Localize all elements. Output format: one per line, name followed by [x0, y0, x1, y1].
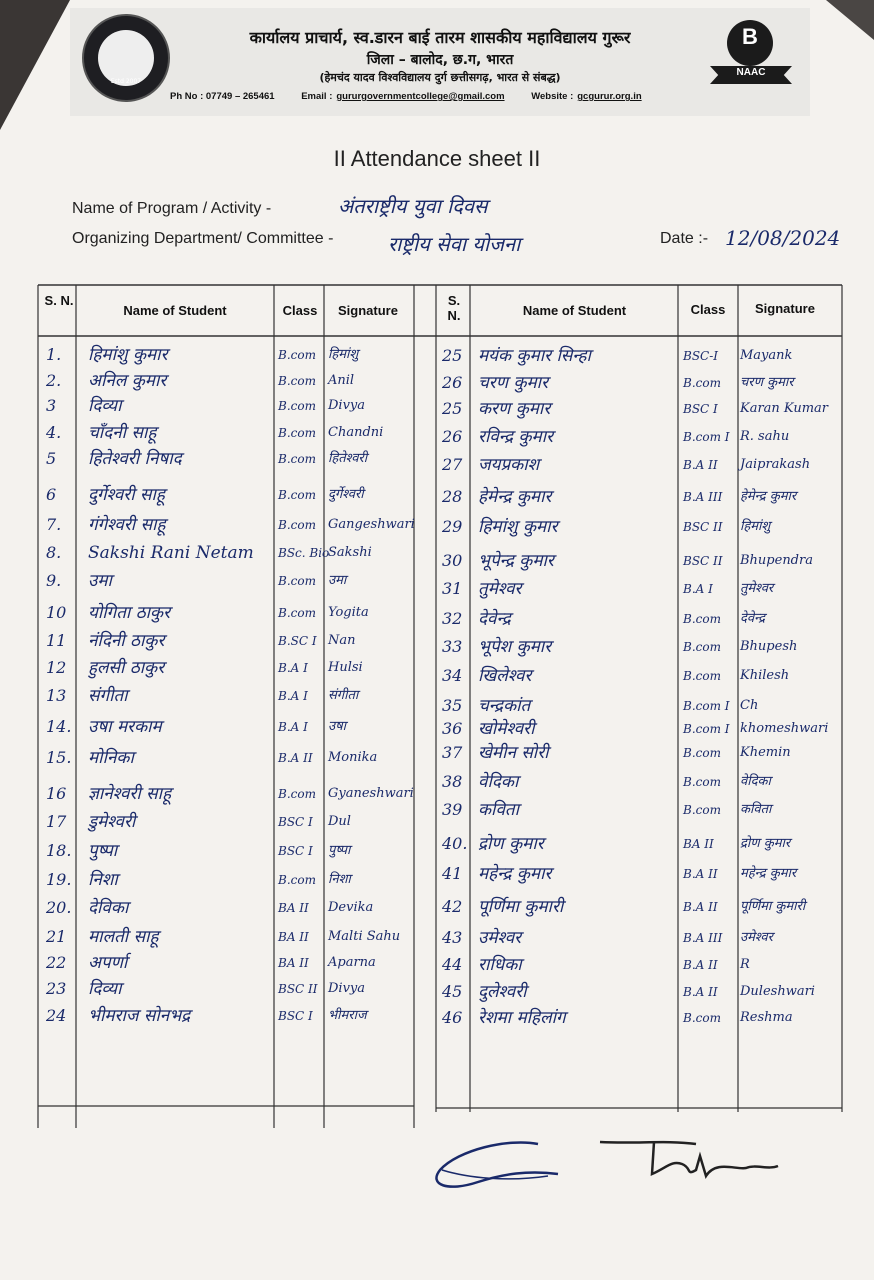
student-name: पूर्णिमा कुमारी [478, 897, 564, 917]
phone: Ph No : 07749 – 265461 [170, 91, 275, 102]
student-signature: हिमांशु [740, 519, 771, 534]
student-class: B.com [278, 873, 316, 887]
student-class: B.com [683, 376, 721, 390]
student-name: अनिल कुमार [88, 371, 167, 391]
student-name: वेदिका [478, 772, 519, 792]
row-serial: 38 [442, 772, 463, 791]
department-value: राष्ट्रीय सेवा योजना [388, 232, 521, 256]
student-name: निशा [88, 870, 118, 890]
row-serial: 24 [46, 1006, 67, 1025]
student-signature: देवेन्द्र [740, 611, 766, 626]
signature-mark-right [596, 1130, 786, 1190]
row-serial: 17 [46, 812, 67, 831]
website: gcgurur.org.in [577, 91, 642, 102]
row-serial: 3 [46, 396, 57, 415]
row-serial: 16 [46, 784, 67, 803]
student-class: B.A I [278, 720, 308, 734]
student-class: BSC II [278, 982, 318, 996]
student-class: B.com [683, 1011, 721, 1025]
student-name: पुष्पा [88, 841, 118, 861]
student-name: महेन्द्र कुमार [478, 864, 552, 884]
student-signature: Duleshwari [740, 984, 815, 999]
student-signature: Bhupesh [740, 639, 798, 654]
student-name: मालती साहू [88, 927, 159, 947]
student-class: BA II [278, 930, 309, 944]
row-serial: 37 [442, 743, 463, 762]
student-name: रविन्द्र कुमार [478, 427, 554, 447]
student-signature: Malti Sahu [328, 929, 401, 944]
student-signature: निशा [328, 872, 351, 887]
student-class: B.com [278, 374, 316, 388]
student-class: B.com [683, 669, 721, 683]
row-serial: 6 [46, 485, 57, 504]
row-serial: 15. [46, 748, 72, 767]
row-serial: 19. [46, 870, 72, 889]
student-class: BSC I [683, 402, 718, 416]
student-class: BSC II [683, 520, 723, 534]
student-name: अपर्णा [88, 953, 128, 973]
student-name: हेमेन्द्र कुमार [478, 487, 552, 507]
student-signature: Sakshi [328, 545, 372, 560]
student-class: B.com [278, 399, 316, 413]
page-title: II Attendance sheet II [333, 146, 541, 171]
student-class: B.com I [683, 722, 730, 736]
student-signature: चरण कुमार [740, 375, 794, 390]
program-label: Name of Program / Activity - [72, 200, 272, 217]
student-signature: Divya [328, 981, 366, 996]
student-signature: द्रोण कुमार [740, 836, 791, 851]
student-name: Sakshi Rani Netam [88, 543, 254, 563]
student-signature: वेदिका [740, 774, 771, 789]
student-name: दिव्या [88, 979, 122, 999]
student-name: तुमेश्वर [478, 579, 522, 599]
student-name: खोमेश्वरी [478, 719, 535, 739]
student-name: मोनिका [88, 748, 134, 768]
row-serial: 41 [442, 864, 463, 883]
student-name: डुमेश्वरी [88, 812, 136, 832]
row-serial: 34 [442, 666, 463, 685]
student-signature: Bhupendra [740, 553, 813, 568]
student-class: BSC I [278, 815, 313, 829]
row-serial: 36 [442, 719, 463, 738]
student-class: B.com [278, 488, 316, 502]
student-signature: भीमराज [328, 1008, 367, 1023]
student-signature: Hulsi [328, 660, 363, 675]
student-class: B.com [278, 452, 316, 466]
row-serial: 40. [442, 834, 468, 853]
student-signature: Mayank [740, 348, 793, 363]
website-label: Website : [531, 91, 574, 102]
student-signature: तुमेश्वर [740, 581, 774, 596]
program-value: अंतराष्ट्रीय युवा दिवस [338, 194, 488, 218]
student-class: BA II [683, 837, 714, 851]
row-serial: 9. [46, 571, 62, 590]
header-class-left: Class [282, 303, 318, 318]
student-class: BA II [278, 901, 309, 915]
student-name: करण कुमार [478, 399, 551, 419]
student-signature: Yogita [328, 605, 369, 620]
student-signature: हिमांशु [328, 347, 359, 362]
student-name: दुर्गेश्वरी साहू [88, 485, 165, 505]
student-class: B.A I [278, 661, 308, 675]
student-class: B.A II [683, 958, 718, 972]
header-signature-left: Signature [338, 303, 398, 318]
student-class: BA II [278, 956, 309, 970]
student-class: B.A II [683, 458, 718, 472]
row-serial: 18. [46, 841, 72, 860]
student-class: BSC I [278, 1009, 313, 1023]
row-serial: 30 [442, 551, 463, 570]
row-serial: 25 [442, 399, 463, 418]
department-label: Organizing Department/ Committee - [72, 230, 334, 247]
row-serial: 42 [442, 897, 463, 916]
student-name: चन्द्रकांत [478, 696, 531, 716]
college-affiliation: (हेमचंद यादव विश्वविद्यालय दुर्ग छत्तीसगढ़, भारत से संबद्ध) [319, 71, 561, 84]
date-label: Date :- [660, 230, 709, 247]
student-class: B.A I [683, 582, 713, 596]
student-name: ज्ञानेश्वरी साहू [88, 784, 172, 804]
student-name: उमा [88, 571, 112, 591]
student-name: खेमीन सोरी [478, 743, 549, 763]
student-signature: दुर्गेश्वरी [328, 487, 364, 502]
student-class: B.A III [683, 490, 723, 504]
row-serial: 45 [442, 982, 463, 1001]
student-name: भूपेन्द्र कुमार [478, 551, 554, 571]
student-name: कविता [478, 800, 520, 820]
header-signature-right: Signature [755, 301, 815, 316]
student-signature: Chandni [328, 425, 384, 440]
student-name: जयप्रकाश [478, 455, 540, 475]
student-name: मयंक कुमार सिन्हा [478, 346, 591, 366]
row-serial: 2. [46, 371, 62, 390]
student-signature: Khilesh [740, 668, 790, 683]
student-name: उमेश्वर [478, 928, 522, 948]
student-signature: Gangeshwari [328, 517, 415, 532]
naac-grade: B [742, 24, 758, 49]
date-value: 12/08/2024 [725, 226, 841, 250]
row-serial: 12 [46, 658, 67, 677]
row-serial: 29 [442, 517, 463, 536]
row-serial: 35 [442, 696, 463, 715]
student-name: हितेश्वरी निषाद [88, 449, 182, 469]
row-serial: 1. [46, 345, 62, 364]
college-name: कार्यालय प्राचार्य, स्व.डारन बाई तारम शासकीय महाविद्यालय गुरूर [249, 28, 631, 47]
student-name: देविका [88, 898, 129, 918]
student-signature: पूर्णिमा कुमारी [740, 899, 806, 914]
header-name-right: Name of Student [522, 303, 627, 318]
student-name: संगीता [88, 686, 128, 706]
student-class: B.A II [683, 900, 718, 914]
student-class: BSc. Bio [278, 546, 330, 560]
student-signature: Divya [328, 398, 366, 413]
student-class: B.com [683, 746, 721, 760]
row-serial: 26 [442, 427, 463, 446]
student-class: B.com [683, 640, 721, 654]
student-class: B.com I [683, 699, 730, 713]
student-class: B.com [278, 426, 316, 440]
student-signature: पुष्पा [328, 843, 351, 858]
student-class: B.SC I [278, 634, 317, 648]
student-name: दिव्या [88, 396, 122, 416]
student-signature: उमा [328, 573, 347, 588]
row-serial: 25 [442, 346, 463, 365]
student-name: भूपेश कुमार [478, 637, 552, 657]
student-name: रेशमा महिलांग [478, 1008, 566, 1028]
row-serial: 11 [46, 631, 67, 650]
student-name: गंगेश्वरी साहू [88, 515, 166, 535]
student-name: नंदिनी ठाकुर [88, 631, 165, 651]
student-name: भीमराज सोनभद्र [88, 1006, 191, 1026]
naac-label: NAAC [736, 67, 766, 78]
row-serial: 39 [442, 800, 463, 819]
student-name: देवेन्द्र [478, 609, 511, 629]
email-label: Email : [301, 91, 333, 102]
student-class: B.com [683, 612, 721, 626]
student-signature: Nan [328, 633, 356, 648]
student-class: B.com I [683, 430, 730, 444]
student-signature: Ch [740, 698, 759, 713]
row-serial: 13 [46, 686, 67, 705]
student-signature: Anil [328, 373, 355, 388]
row-serial: 43 [442, 928, 463, 947]
signature-mark-left [418, 1130, 568, 1200]
row-serial: 33 [442, 637, 463, 656]
student-name: हिमांशु कुमार [478, 517, 558, 537]
student-name: चाँदनी साहू [88, 423, 157, 443]
student-name: उषा मरकाम [88, 717, 162, 737]
student-name: योगिता ठाकुर [88, 603, 171, 623]
header-class-right: Class [690, 302, 726, 317]
row-serial: 14. [46, 717, 72, 736]
student-name: हुलसी ठाकुर [88, 658, 165, 678]
header-sn-left: S. N. [44, 293, 74, 308]
student-signature: Dul [328, 814, 351, 829]
student-class: B.com [278, 787, 316, 801]
student-signature: R [740, 957, 750, 972]
header-name-left: Name of Student [123, 303, 227, 318]
student-class: BSC-I [683, 349, 719, 363]
email: gururgovernmentcollege@gmail.com [336, 91, 505, 102]
student-signature: उषा [328, 719, 347, 734]
row-serial: 26 [442, 373, 463, 392]
student-signature: Khemin [740, 745, 791, 760]
student-signature: Reshma [740, 1010, 793, 1025]
student-signature: Jaiprakash [740, 457, 811, 472]
student-signature: Karan Kumar [740, 401, 829, 416]
student-class: B.A I [278, 689, 308, 703]
student-class: B.com [278, 606, 316, 620]
student-name: हिमांशु कुमार [88, 345, 168, 365]
student-signature: khomeshwari [740, 721, 829, 736]
college-district: जिला – बालोद, छ.ग, भारत [366, 52, 514, 68]
row-serial: 21 [46, 927, 67, 946]
student-class: B.com [278, 348, 316, 362]
student-class: B.A III [683, 931, 723, 945]
row-serial: 31 [442, 579, 463, 598]
student-class: BSC II [683, 554, 723, 568]
student-signature: Monika [328, 750, 378, 765]
student-class: B.A II [683, 985, 718, 999]
student-class: BSC I [278, 844, 313, 858]
row-serial: 27 [442, 455, 463, 474]
student-class: B.com [683, 775, 721, 789]
row-serial: 5 [46, 449, 57, 468]
student-signature: कविता [740, 802, 772, 817]
row-serial: 28 [442, 487, 463, 506]
row-serial: 4. [46, 423, 62, 442]
student-signature: Aparna [328, 955, 376, 970]
row-serial: 32 [442, 609, 463, 628]
student-name: खिलेश्वर [478, 666, 532, 686]
student-class: B.com [683, 803, 721, 817]
student-class: B.com [278, 518, 316, 532]
student-signature: हेमेन्द्र कुमार [740, 489, 797, 504]
student-signature: महेन्द्र कुमार [740, 866, 797, 881]
row-serial: 7. [46, 515, 62, 534]
row-serial: 23 [46, 979, 67, 998]
student-name: द्रोण कुमार [478, 834, 544, 854]
row-serial: 46 [442, 1008, 463, 1027]
student-class: B.A II [278, 751, 313, 765]
row-serial: 10 [46, 603, 67, 622]
student-signature: R. sahu [740, 429, 790, 444]
student-name: राधिका [478, 955, 522, 975]
student-signature: Gyaneshwari [328, 786, 414, 801]
row-serial: 8. [46, 543, 62, 562]
student-name: चरण कुमार [478, 373, 549, 393]
student-signature: हितेश्वरी [328, 451, 368, 466]
row-serial: 22 [46, 953, 67, 972]
student-signature: संगीता [328, 688, 359, 703]
student-name: दुलेश्वरी [478, 982, 527, 1002]
row-serial: 44 [442, 955, 463, 974]
row-serial: 20. [46, 898, 72, 917]
logo-est-text: Estd 2007 [110, 78, 142, 85]
student-signature: Devika [328, 900, 374, 915]
student-signature: उमेश्वर [740, 930, 773, 945]
header-sn-right: S. N. [447, 293, 461, 323]
student-class: B.A II [683, 867, 718, 881]
student-class: B.com [278, 574, 316, 588]
